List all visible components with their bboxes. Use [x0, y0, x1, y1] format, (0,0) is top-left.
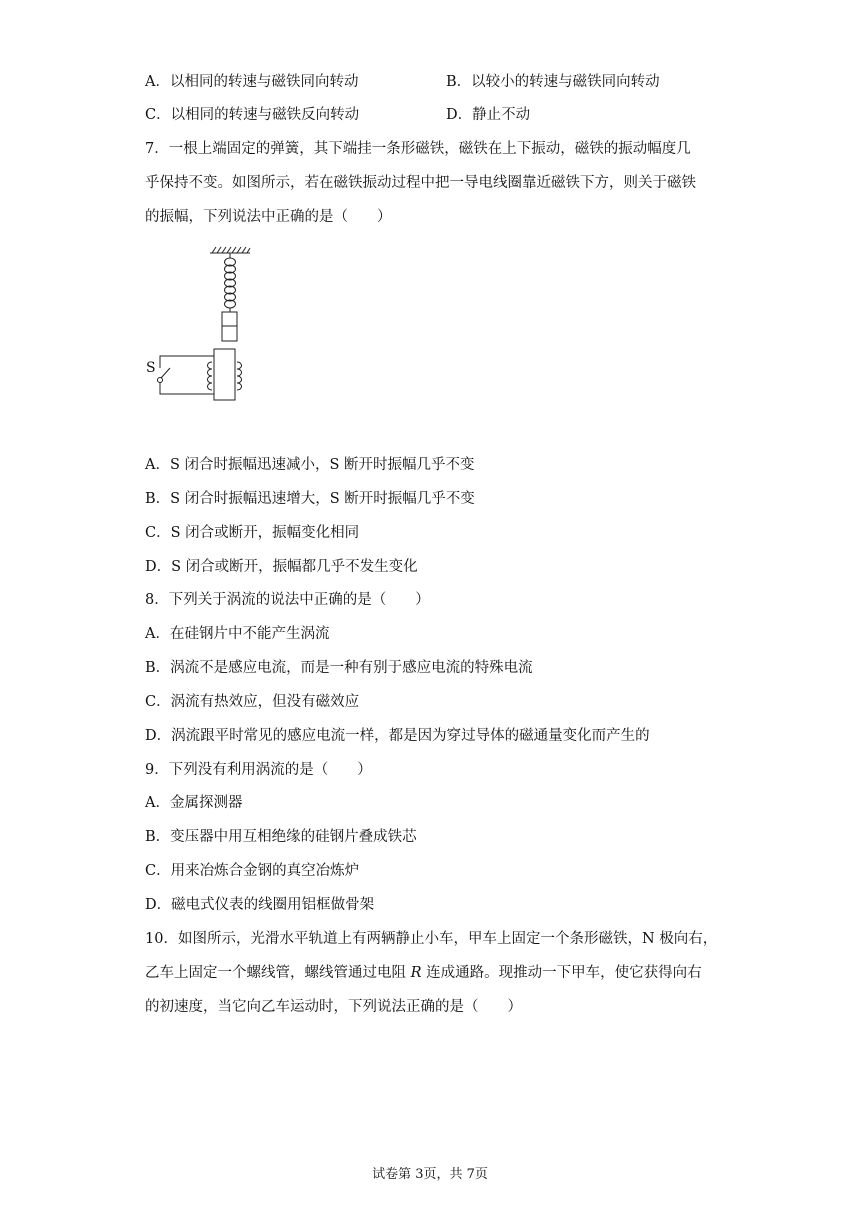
q10-line2-part-a: 乙车上固定一个螺线管，螺线管通过电阻: [145, 965, 411, 981]
q7-stem-line-1: 7．一根上端固定的弹簧，其下端挂一条形磁铁，磁铁在上下振动，磁铁的振动幅度几: [145, 141, 691, 157]
q7-stem-line-2: 乎保持不变。如图所示，若在磁铁振动过程中把一导电线圈靠近磁铁下方，则关于磁铁: [145, 175, 696, 191]
resistor-symbol-r: R: [410, 965, 422, 981]
switch-label-s: S: [146, 360, 156, 376]
q10-stem-line-1: 10．如图所示，光滑水平轨道上有两辆静止小车，甲车上固定一个条形磁铁，N 极向右，: [145, 931, 718, 947]
q9-option-a: A．金属探测器: [145, 795, 243, 811]
q6-option-c: C．以相同的转速与磁铁反向转动: [145, 107, 360, 123]
q9-stem: 9．下列没有利用涡流的是（ ）: [145, 762, 372, 778]
q7-option-a: A．S 闭合时振幅迅速减小，S 断开时振幅几乎不变: [145, 457, 475, 473]
q6-option-a: A．以相同的转速与磁铁同向转动: [145, 74, 359, 90]
q10-line2-part-b: 连成通路。现推动一下甲车，使它获得向右: [421, 965, 702, 981]
q8-option-c: C．涡流有热效应，但没有磁效应: [145, 694, 360, 710]
q9-option-c: C．用来冶炼合金钢的真空冶炼炉: [145, 863, 360, 879]
q7-stem-line-3: 的振幅，下列说法中正确的是（ ）: [145, 209, 392, 225]
q7-option-b: B．S 闭合时振幅迅速增大，S 断开时振幅几乎不变: [145, 491, 475, 507]
q8-option-d: D．涡流跟平时常见的感应电流一样，都是因为穿过导体的磁通量变化而产生的: [145, 728, 650, 744]
q7-option-c: C．S 闭合或断开，振幅变化相同: [145, 525, 360, 541]
q10-stem-line-3: 的初速度，当它向乙车运动时，下列说法正确的是（ ）: [145, 999, 522, 1015]
q8-option-b: B．涡流不是感应电流，而是一种有别于感应电流的特殊电流: [145, 660, 533, 676]
bar-magnet: [222, 312, 237, 341]
ceiling-support: [210, 247, 250, 253]
spring-magnet-coil-figure: [138, 240, 268, 410]
q9-option-b: B．变压器中用互相绝缘的硅钢片叠成铁芯: [145, 829, 417, 845]
q7-option-d: D．S 闭合或断开，振幅都几乎不发生变化: [145, 559, 418, 575]
q8-option-a: A．在硅钢片中不能产生涡流: [145, 626, 330, 642]
q8-stem: 8．下列关于涡流的说法中正确的是（ ）: [145, 592, 430, 608]
q6-option-d: D．静止不动: [446, 107, 531, 123]
switch-circuit: [158, 356, 215, 394]
q9-option-d: D．磁电式仪表的线圈用铝框做骨架: [145, 897, 375, 913]
q6-option-b: B．以较小的转速与磁铁同向转动: [446, 74, 660, 90]
spring: [225, 253, 236, 312]
page-footer: 试卷第 3页，共 7页: [372, 1167, 488, 1182]
coil: [208, 349, 242, 400]
q10-stem-line-2: [145, 963, 702, 983]
